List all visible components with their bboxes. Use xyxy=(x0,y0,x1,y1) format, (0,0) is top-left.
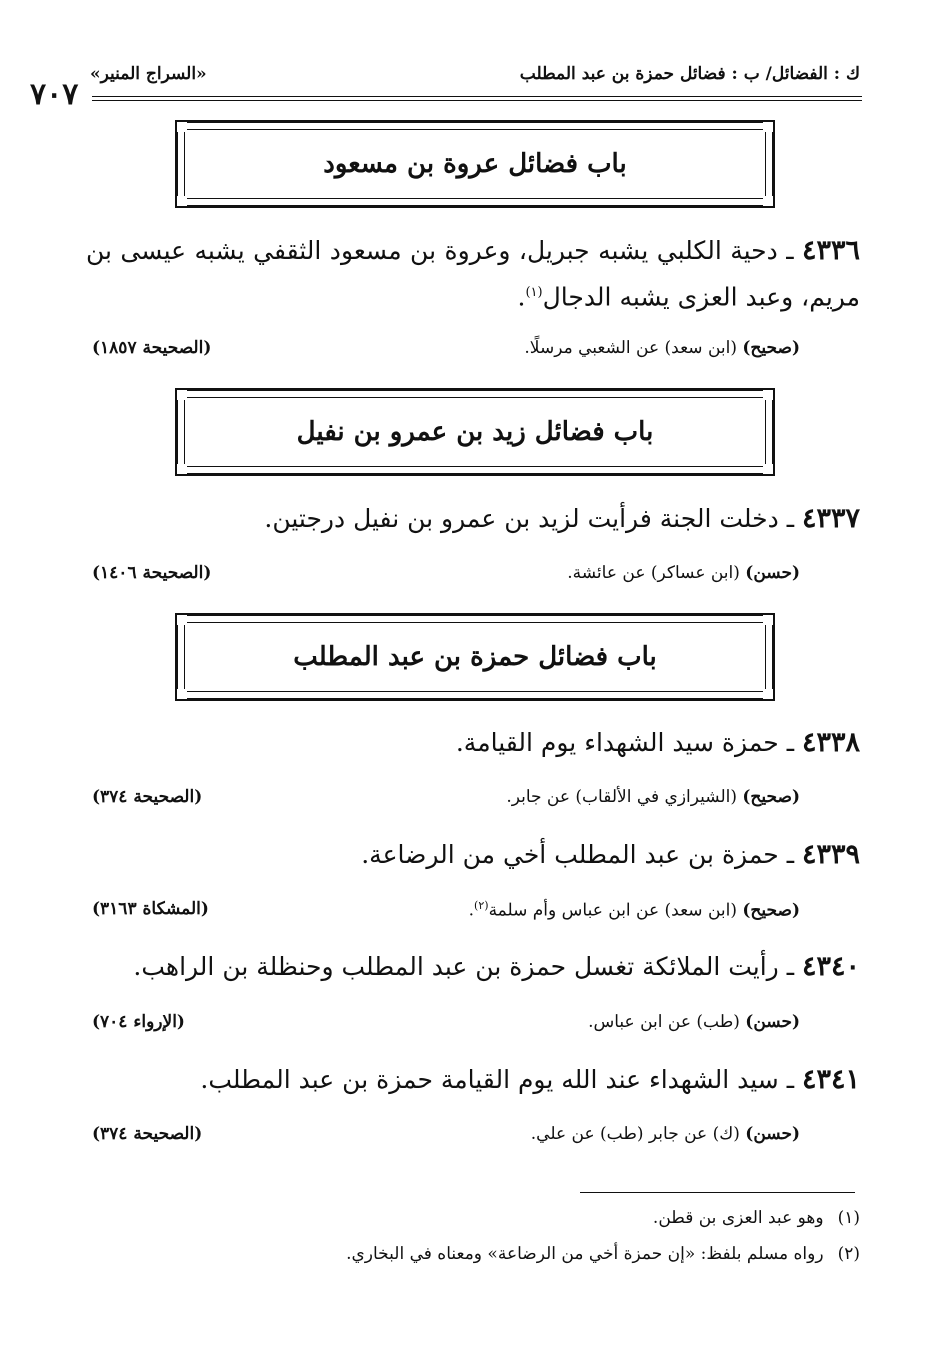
hadith-4337 xyxy=(86,498,860,540)
chapter-box-urwa xyxy=(175,120,775,208)
grade: (صحيح) xyxy=(742,787,800,807)
hadith-4338 xyxy=(86,722,860,764)
reference-4336: (الصحيحة ١٨٥٧) xyxy=(92,338,212,358)
source: (طب) عن ابن عباس. xyxy=(588,1012,740,1032)
footnote-text: وهو عبد العزى بن قطن. xyxy=(652,1208,824,1228)
source: (ابن سعد) عن ابن عباس وأم سلمة xyxy=(488,900,737,921)
grade-line-4337 xyxy=(567,563,800,583)
hadith-number: ٤٣٣٦ xyxy=(801,235,860,266)
page-number: ٧٠٧ xyxy=(30,77,79,112)
hadith-4339 xyxy=(86,834,860,876)
footnote-text: رواه مسلم بلفظ: «إن حمزة أخي من الرضاعة» ومعناه في البخاري. xyxy=(346,1244,824,1264)
grade-line-4338 xyxy=(506,787,800,807)
reference-4339: (المشكاة ٣١٦٣) xyxy=(92,899,209,919)
footnote-mark: (١) xyxy=(525,285,543,300)
grade-line-4341 xyxy=(531,1124,800,1144)
hadith-number: ٤٣٤١ xyxy=(801,1064,860,1095)
grade-line-4336 xyxy=(524,338,800,358)
hadith-end: . xyxy=(517,282,526,312)
hadith-4336 xyxy=(86,230,860,318)
hadith-number: ٤٣٤٠ xyxy=(801,951,860,982)
footnote-marker: (١) xyxy=(837,1208,860,1228)
footnote-mark: (٢) xyxy=(474,899,489,912)
footnote-1 xyxy=(653,1208,860,1228)
grade: (حسن) xyxy=(745,563,800,583)
footnote-marker: (٢) xyxy=(837,1244,860,1264)
hadith-text: حمزة بن عبد المطلب أخي من الرضاعة. xyxy=(361,840,779,869)
hadith-number: ٤٣٣٩ xyxy=(801,839,860,870)
hadith-text: دخلت الجنة فرأيت لزيد بن عمرو بن نفيل درجتين. xyxy=(264,504,779,533)
reference-4338: (الصحيحة ٣٧٤) xyxy=(92,787,203,807)
running-head: ك : الفضائل/ ب : فضائل حمزة بن عبد المطلب xyxy=(519,64,860,84)
hadith-4341 xyxy=(86,1059,860,1101)
grade: (حسن) xyxy=(745,1012,800,1032)
grade-line-4339 xyxy=(469,899,800,921)
source: (ك) عن جابر (طب) عن علي. xyxy=(530,1124,740,1144)
hadith-dash: ـ xyxy=(786,504,795,533)
hadith-dash: ـ xyxy=(786,952,795,981)
source: (ابن سعد) عن الشعبي مرسلًا. xyxy=(524,338,737,358)
chapter-title: باب فضائل زيد بن عمرو بن نفيل xyxy=(296,417,654,447)
hadith-dash: ـ xyxy=(786,728,795,757)
grade: (حسن) xyxy=(745,1124,800,1144)
footnote-2 xyxy=(346,1244,860,1264)
reference-4341: (الصحيحة ٣٧٤) xyxy=(92,1124,203,1144)
hadith-text: رأيت الملائكة تغسل حمزة بن عبد المطلب وحنظلة بن الراهب. xyxy=(133,952,779,981)
header-rule-bottom xyxy=(92,100,862,101)
chapter-title: باب فضائل عروة بن مسعود xyxy=(323,149,627,179)
grade: (صحيح) xyxy=(742,900,800,921)
hadith-text: دحية الكلبي يشبه جبريل، وعروة بن مسعود الثقفي يشبه عيسى بن مريم، وعبد العزى يشبه الدجال xyxy=(86,236,860,312)
hadith-number: ٤٣٣٨ xyxy=(801,727,860,758)
hadith-4340 xyxy=(86,946,860,988)
source: (الشيرازي في الألقاب) عن جابر. xyxy=(506,787,737,807)
source: (ابن عساكر) عن عائشة. xyxy=(567,563,740,583)
reference-4337: (الصحيحة ١٤٠٦) xyxy=(92,563,212,583)
hadith-dash: ـ xyxy=(786,236,794,265)
reference-4340: (الإرواء ٧٠٤) xyxy=(92,1012,185,1032)
hadith-dash: ـ xyxy=(786,1065,795,1094)
grade: (صحيح) xyxy=(742,338,800,358)
grade-line-4340 xyxy=(588,1012,800,1032)
hadith-number: ٤٣٣٧ xyxy=(801,503,860,534)
hadith-text: سيد الشهداء عند الله يوم القيامة حمزة بن عبد المطلب. xyxy=(200,1065,779,1094)
chapter-box-zayd xyxy=(175,388,775,476)
hadith-text: حمزة سيد الشهداء يوم القيامة. xyxy=(455,728,779,757)
book-title: «السراج المنير» xyxy=(90,64,207,84)
chapter-box-hamza xyxy=(175,613,775,701)
chapter-title: باب فضائل حمزة بن عبد المطلب xyxy=(293,642,657,672)
header-rule-top xyxy=(92,96,862,97)
hadith-dash: ـ xyxy=(786,840,795,869)
source-end: . xyxy=(468,900,475,921)
footnote-rule xyxy=(580,1192,855,1193)
